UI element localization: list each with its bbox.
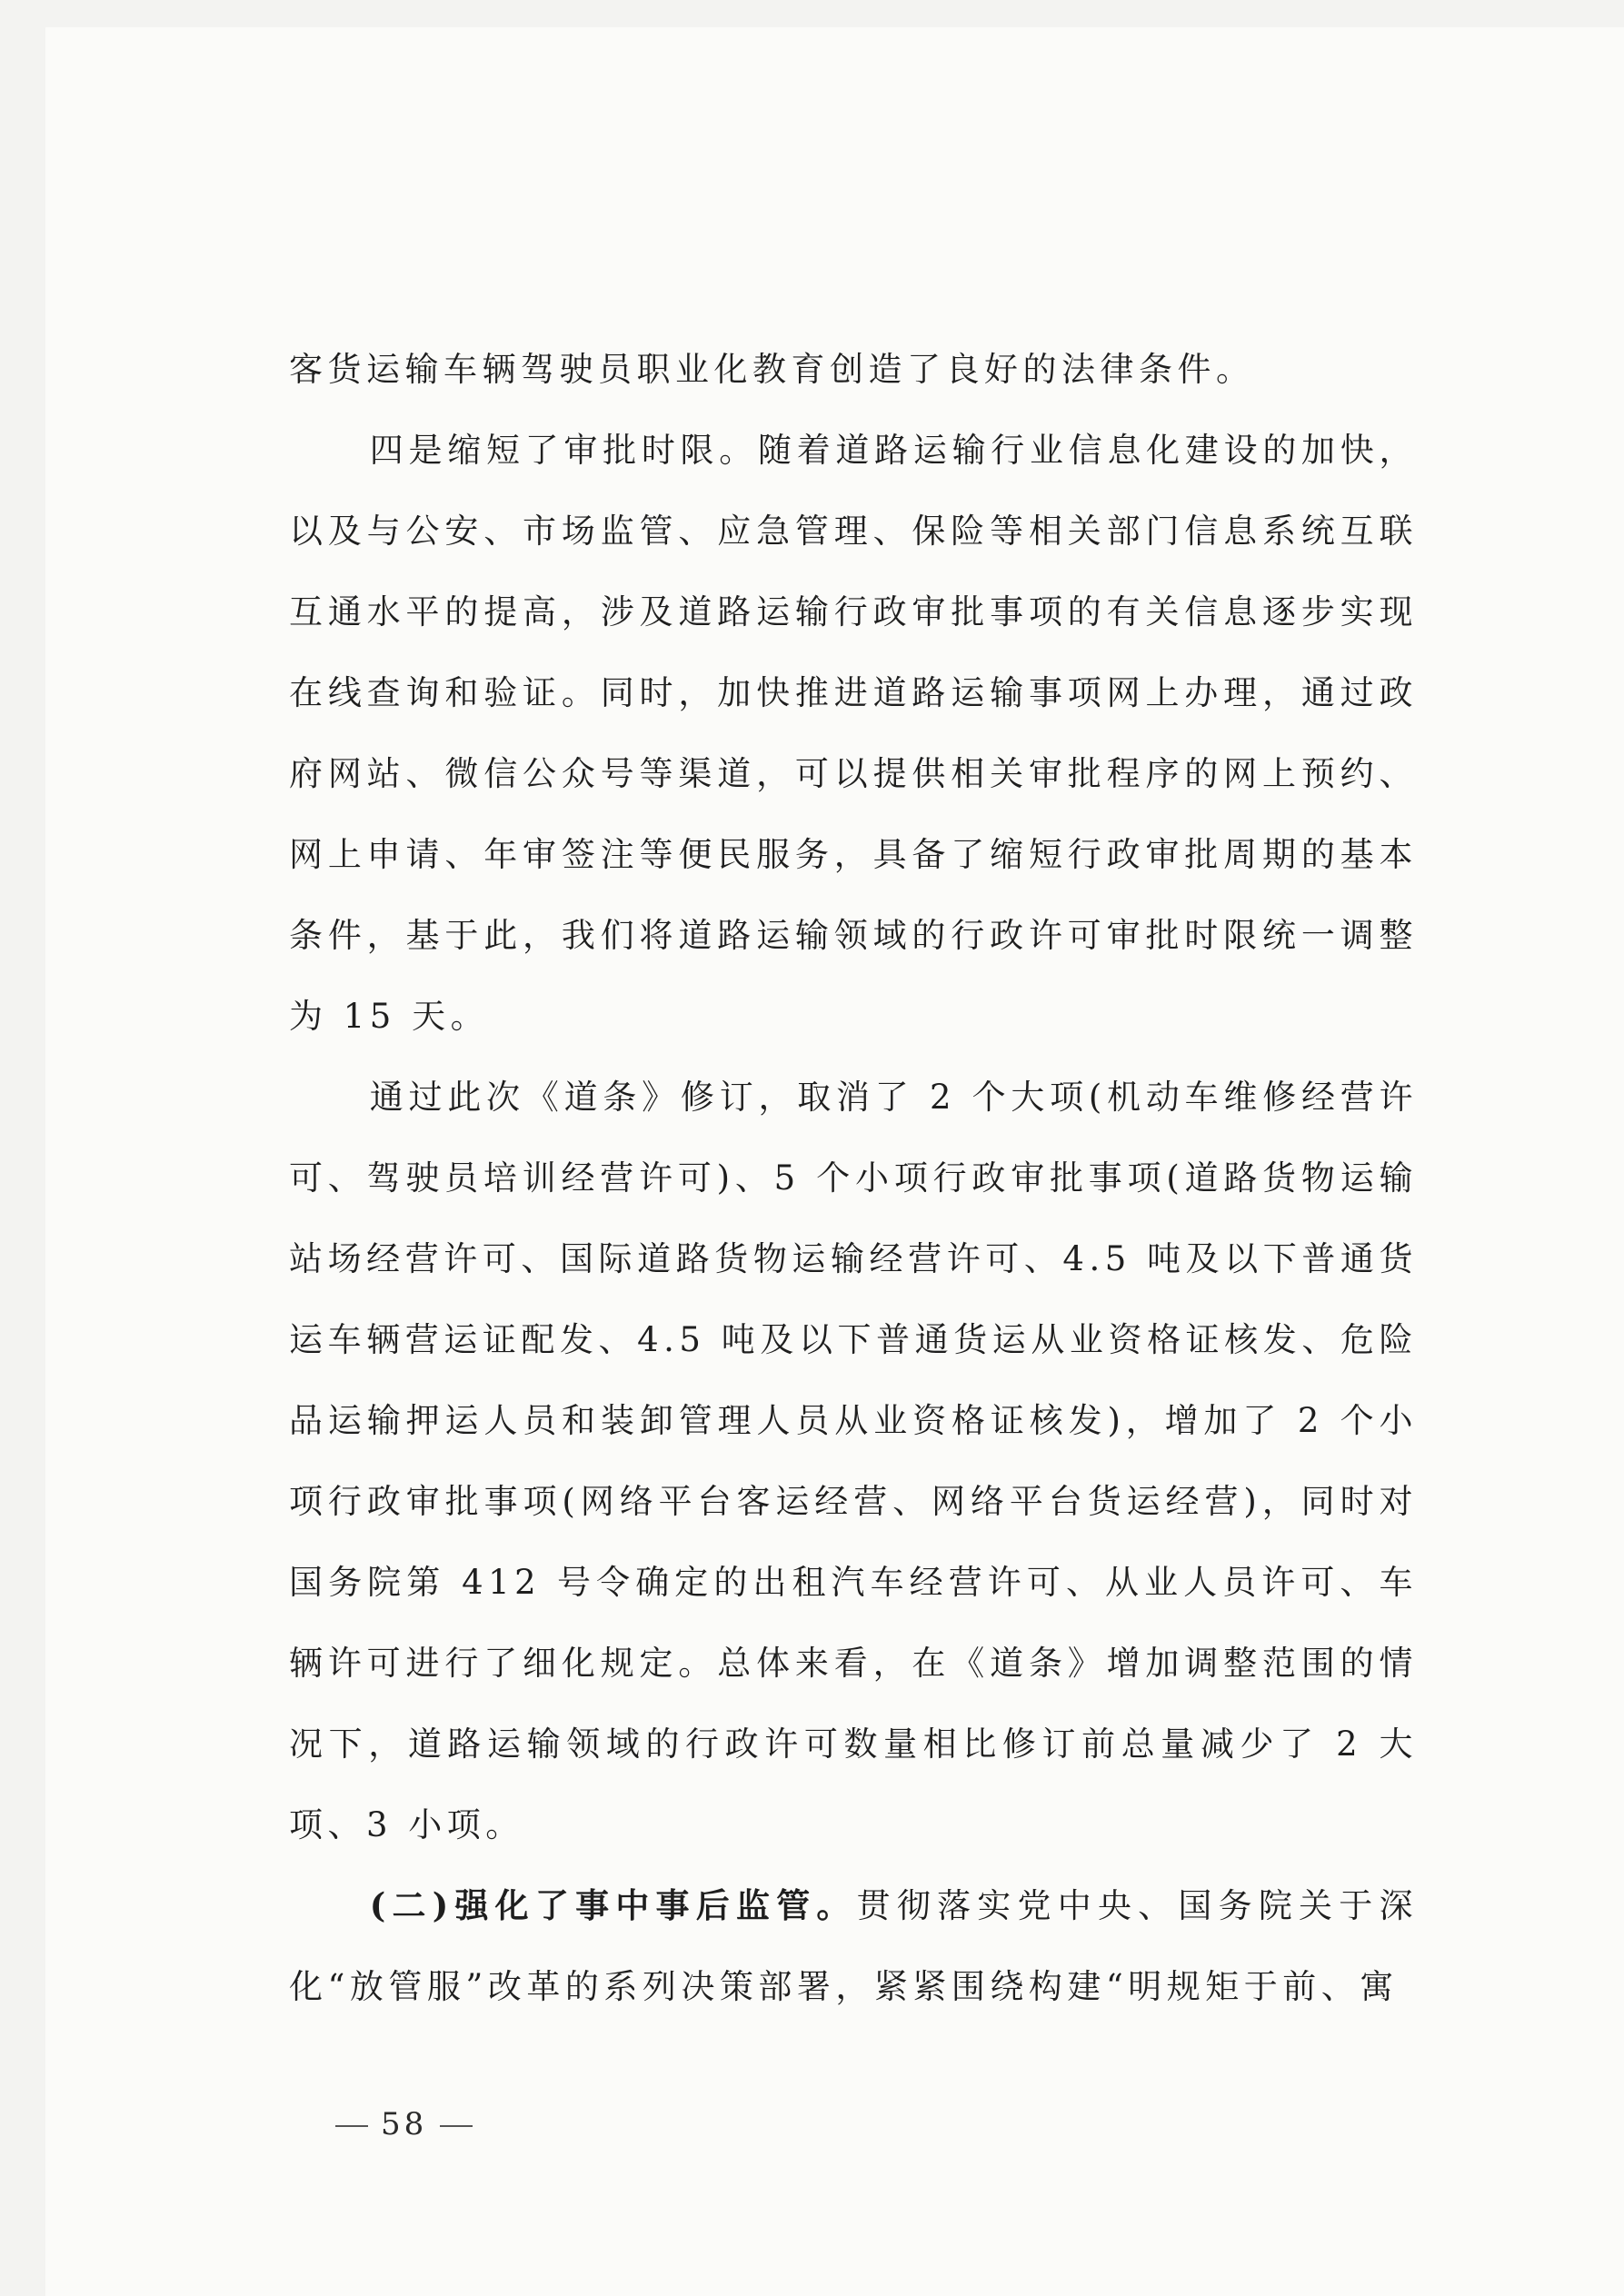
section-heading: (二)强化了事中事后监管。 — [369, 1885, 857, 1925]
paragraph-approval-time-limit: 四是缩短了审批时限。随着道路运输行业信息化建设的加快，以及与公安、市场监管、应急管理、保险等相关部门信息系统互联互通水平的提高，涉及道路运输行政审批事项的有关信息逐步实现在线查询和验证。同时，加快推进道路运输事项网上办理，通过政府网站、微信公众号等渠道，可以提供相关审批程序的网上预约、网上申请、年审签注等便民服务，具备了缩短行政审批周期的基本条件，基于此，我们将道路运输领域的行政许可审批时限统一调整为 15 天。 — [289, 431, 1418, 1036]
page-footer — [323, 2106, 485, 2142]
paragraph-revision-summary: 通过此次《道条》修订，取消了 2 个大项(机动车维修经营许可、驾驶员培训经营许可)、5 个小项行政审批事项(道路货物运输站场经营许可、国际道路货物运输经营许可、4.5 吨及以下普通货运车辆营运证配发、4.5 吨及以下普通货运从业资格证核发、危险品运输押运人员和装卸管理人员从业资格证核发)，增加了 2 个小项行政审批事项(网络平台客运经营、网络平台货运经营)，同时对国务院第 412 号令确定的出租汽车经营许可、从业人员许可、车辆许可进行了细化规定。总体来看，在《道条》增加调整范围的情况下，道路运输领域的行政许可数量相比修订前总量减少了 2 大项、3 小项。 — [289, 1078, 1418, 1844]
paragraph-supervision — [289, 1865, 1418, 2027]
document-body — [289, 329, 1418, 2027]
footer-dash-left — [335, 2125, 368, 2127]
paragraph-supervision-text: 贯彻落实党中央、国务院关于深化“放管服”改革的系列决策部署，紧紧围绕构建“明规矩于前、寓 — [289, 1886, 1418, 2006]
footer-dash-right — [440, 2125, 473, 2127]
paragraph-continuation: 客货运输车辆驾驶员职业化教育创造了良好的法律条件。 — [289, 350, 1255, 389]
page-number: 58 — [381, 2106, 428, 2142]
